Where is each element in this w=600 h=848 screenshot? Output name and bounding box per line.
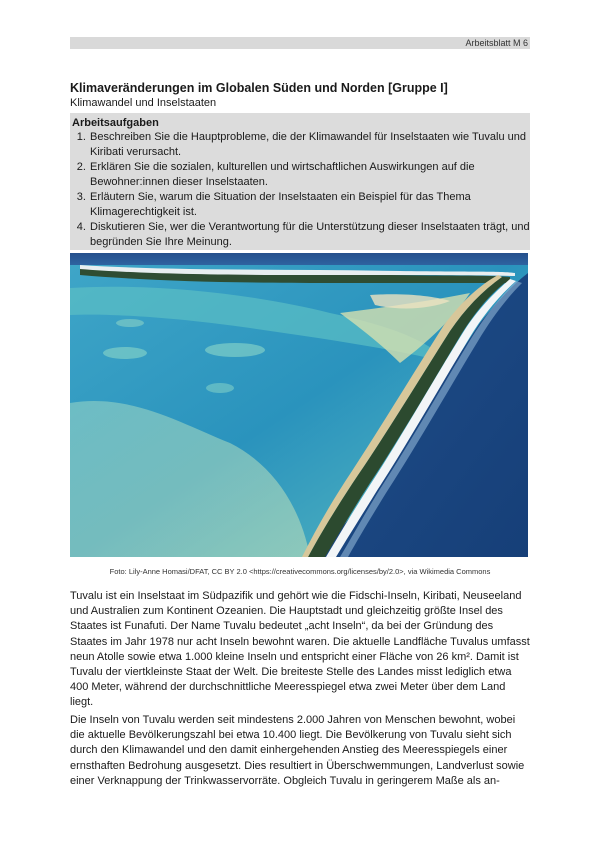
photo-caption: Foto: Lily-Anne Homasi/DFAT, CC BY 2.0 <https://creativecommons.org/licenses/by/2.0>, via Wikimedia Commons xyxy=(109,567,491,576)
task-item: 1. Beschreiben Sie die Hauptprobleme, die der Klimawandel für Inselstaaten wie Tuvalu und Kiribati verursacht. xyxy=(89,130,541,160)
worksheet-label: Arbeitsblatt M 6 xyxy=(465,38,528,48)
body-paragraph: Die Inseln von Tuvalu werden seit mindestens 2.000 Jahren von Menschen bewohnt, wobei die aktuelle Bevölkerungszahl bei etwa 10.400 liegt. Die Bevölkerung von Tuvalu sieht sich durch den Klimawandel und den damit einhergehenden Anstieg des Meeresspiegels einer ernsthaften Bedrohung ausgesetzt. Dies resultiert in Überschwemmungen, Landverlust sowie einer Verknappung der Trinkwasservorräte. Obgleich Tuvalu in geringerem Maße als an- xyxy=(70,714,525,787)
header-bar xyxy=(70,37,530,49)
task-item: 3. Erläutern Sie, warum die Situation der Inselstaaten ein Beispiel für das Thema Klimagerechtigkeit ist. xyxy=(89,190,541,220)
atoll-aerial-photo xyxy=(70,253,528,557)
tasks-list xyxy=(70,130,541,250)
page-title: Klimaveränderungen im Globalen Süden und Norden [Gruppe I] xyxy=(70,81,448,95)
page-subtitle: Klimawandel und Inselstaaten xyxy=(70,97,217,109)
tasks-box xyxy=(70,113,530,250)
body-paragraph: Tuvalu ist ein Inselstaat im Südpazifik und gehört wie die Fidschi-Inseln, Kiribati, Neuseeland und Australien zum Kontinent Ozeanien. Die Hauptstadt und gleichzeitig größte Insel des Staates ist Funafuti. Der Name Tuvalu bedeutet „acht Inseln“, da bei der Gründung des Staates im Jahr 1978 nur acht Inseln bewohnt waren. Die aktuelle Landfläche Tuvalus umfasst neun Atolle sowie etwa 1.000 kleine Inseln und entspricht einer Fläche von 26 km². Damit ist Tuvalu der viertkleinste Staat der Welt. Die breiteste Stelle des Landes misst lediglich etwa 400 Meter, während der durchschnittliche Meeresspiegel etwa zwei Meter über dem Land liegt. xyxy=(70,590,530,709)
task-item: 2. Erklären Sie die sozialen, kulturellen und wirtschaftlichen Auswirkungen auf die Bewohner:innen dieser Inselstaaten. xyxy=(89,160,541,190)
tasks-heading: Arbeitsaufgaben xyxy=(72,117,159,129)
task-item: 4. Diskutieren Sie, wer die Verantwortung für die Unterstützung dieser Inselstaaten trägt, und begründen Sie Ihre Meinung. xyxy=(89,220,541,250)
